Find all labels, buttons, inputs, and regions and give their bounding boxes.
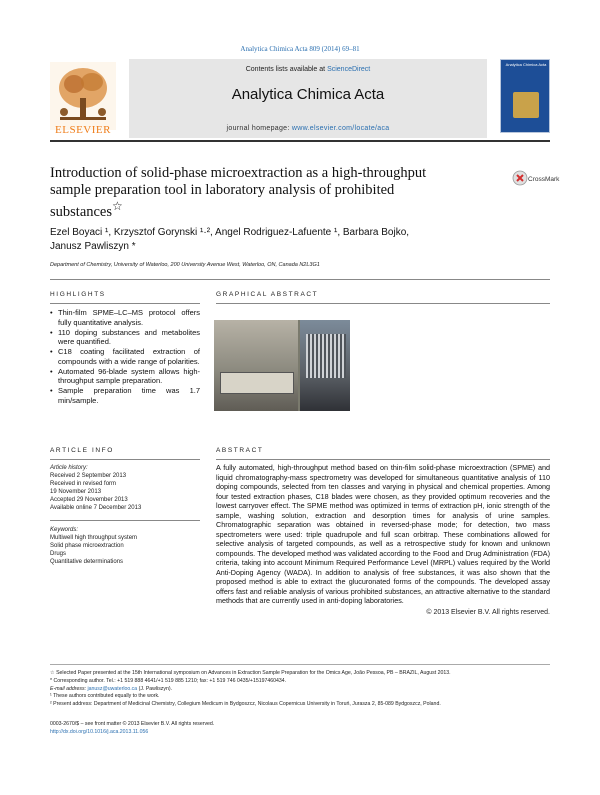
history-line: Received 2 September 2013 [50,473,127,479]
footnote-2: ² Present address: Department of Medicinal Chemistry, Collegium Medicum in Bydgoszcz, Nicolaus Copernicus University in Toruń, Jurasza 2, 85-089 Bydgoszcz, Poland. [50,701,441,708]
journal-homepage [129,125,487,132]
graphical-abstract-heading: GRAPHICAL ABSTRACT [216,291,319,298]
highlight-item: • Thin-film SPME–LC–MS protocol offers fully quantitative analysis. [50,308,200,328]
footnote-1: ¹ These authors contributed equally to the work. [50,693,160,700]
footnote-rule [50,664,550,665]
doi-link[interactable]: http://dx.doi.org/10.1016/j.aca.2013.11.056 [50,728,149,735]
copyright-notice: © 2013 Elsevier B.V. All rights reserved. [426,609,550,616]
keyword: Quantitative determinations [50,558,124,565]
highlight-item: • Sample preparation time was 1.7 min/sample. [50,386,200,406]
keywords-rule [50,520,200,521]
history-line: Received in revised form [50,480,117,487]
keyword: Multiwell high throughput system [50,535,138,541]
article-history [50,473,200,513]
blade-rack [306,334,346,378]
highlights-heading: HIGHLIGHTS [50,291,106,298]
article-history-label: Article history: [50,465,88,471]
citation-line: Analytica Chimica Acta 809 (2014) 69–81 [240,45,360,53]
article-info-heading: ARTICLE INFO [50,447,114,454]
highlights-rule [50,303,200,304]
author-line-2: Janusz Pawliszyn * [50,240,136,252]
keywords-label: Keywords: [50,527,79,533]
contents-prefix: Contents lists available at [245,66,328,73]
robot-workbench [220,372,294,394]
abstract-heading: ABSTRACT [216,447,264,454]
keywords-list [50,535,200,567]
article-info-rule [50,459,200,460]
footnote-email-line [50,686,570,694]
author-line-1: Ezel Boyaci ¹, Krzysztof Gorynski ¹·², Angel Rodriguez-Lafuente ¹, Barbara Bojko, [50,227,410,238]
robot-photo-panel [214,320,298,411]
cover-image [513,92,539,118]
paper-title [50,165,470,221]
crossmark-badge[interactable] [512,166,560,194]
crossmark-label: CrossMark [528,176,560,183]
email-link[interactable]: janusz@uwaterloo.ca [87,685,138,692]
abstract-rule [216,459,550,460]
affiliation: Department of Chemistry, University of Waterloo, 200 University Avenue West, Waterloo, ON, Canada N2L3G1 [50,262,320,268]
keyword: Solid phase microextraction [50,542,124,549]
title-footnote-mark: ☆ [112,199,123,214]
homepage-link[interactable]: www.elsevier.com/locate/aca [291,125,390,132]
contents-line [129,66,487,73]
issn-line: 0003-2670/$ – see front matter © 2013 Elsevier B.V. All rights reserved. [50,721,215,727]
footnotes [50,670,570,709]
graphical-abstract-photo [214,320,350,411]
journal-cover-thumbnail [500,59,550,133]
highlight-item: • C18 coating facilitated extraction of compounds with a wide range of polarities. [50,347,200,367]
keyword: Drugs [50,550,67,557]
email-label: E-mail address: [50,685,88,692]
graphical-abstract-rule [216,303,550,304]
sciencedirect-link[interactable]: ScienceDirect [327,66,371,73]
history-line: Accepted 29 November 2013 [50,496,128,503]
history-line: Available online 7 December 2013 [50,504,142,511]
highlight-item: • Automated 96-blade system allows high-throughput sample preparation. [50,367,200,387]
author-rule [50,279,550,280]
issn-block [50,721,550,737]
homepage-label: journal homepage: [226,125,292,132]
journal-title: Analytica Chimica Acta [231,86,385,103]
author-list [50,226,470,253]
highlights-list [50,308,200,406]
paper-title-text: Introduction of solid-phase microextraction as a high-throughput sample preparation tool in laboratory analysis of prohibited substances [50,165,427,221]
footnote-corresponding: * Corresponding author. Tel.: +1 519 888 4641/+1 519 885 1210; fax: +1 519 746 0435/+15197460434. [50,677,287,684]
cover-title: Analytica Chimica Acta [505,62,547,67]
elsevier-tree-logo [50,62,116,130]
header-rule [50,140,550,142]
publisher-name: ELSEVIER [55,124,111,136]
email-suffix: (J. Pawliszyn). [137,685,173,692]
highlight-item: • 110 doping substances and metabolites were quantified. [50,328,200,348]
history-line: 19 November 2013 [50,488,102,495]
abstract-text: A fully automated, high-throughput method based on thin-film solid-phase microextraction (SPME) and liquid chromatography-mass spectrometry was developed for simultaneous quantitative analysis of 110 doping compounds, selected from ten classes and varying in physical and chemical properties. Among four tested extraction phases, C18 blades were chosen, as they provided optimum recoveries and the lowest carryover effect. The SPME method was optimized in terms of extraction pH, ionic strength of the sample, washing solution, extraction and desorption times for analysis of urine samples. Chromatographic separation was obtained in reversed-phase mode; for detection, two mass spectrometers were used: triple quadrupole and full scan orbitrap. These combinations allowed for selective analysis of targeted compounds, as well as a retrospective study for known and unknown compounds. The developed method was validated according to the Food and Drug Administration (FDA) criteria, taking into account Minimum Required Performance Level (MRPL) values required by the World Anti-Doping Agency (WADA). In addition to analysis of free substances, it was also shown that the proposed method is able to extract the glucuronated forms of the compounds. The developed assay offers fast and reliable analysis of various prohibited substances, an attractive alternative to the standard methods that are currently used in anti-doping laboratories. [216,463,550,605]
footnote-star: ☆ Selected Paper presented at the 15th International symposium on Advances in Extraction Sample Preparation for the Omics Age, João Pessoa, PB – BRAZIL, August 2013. [50,670,451,676]
